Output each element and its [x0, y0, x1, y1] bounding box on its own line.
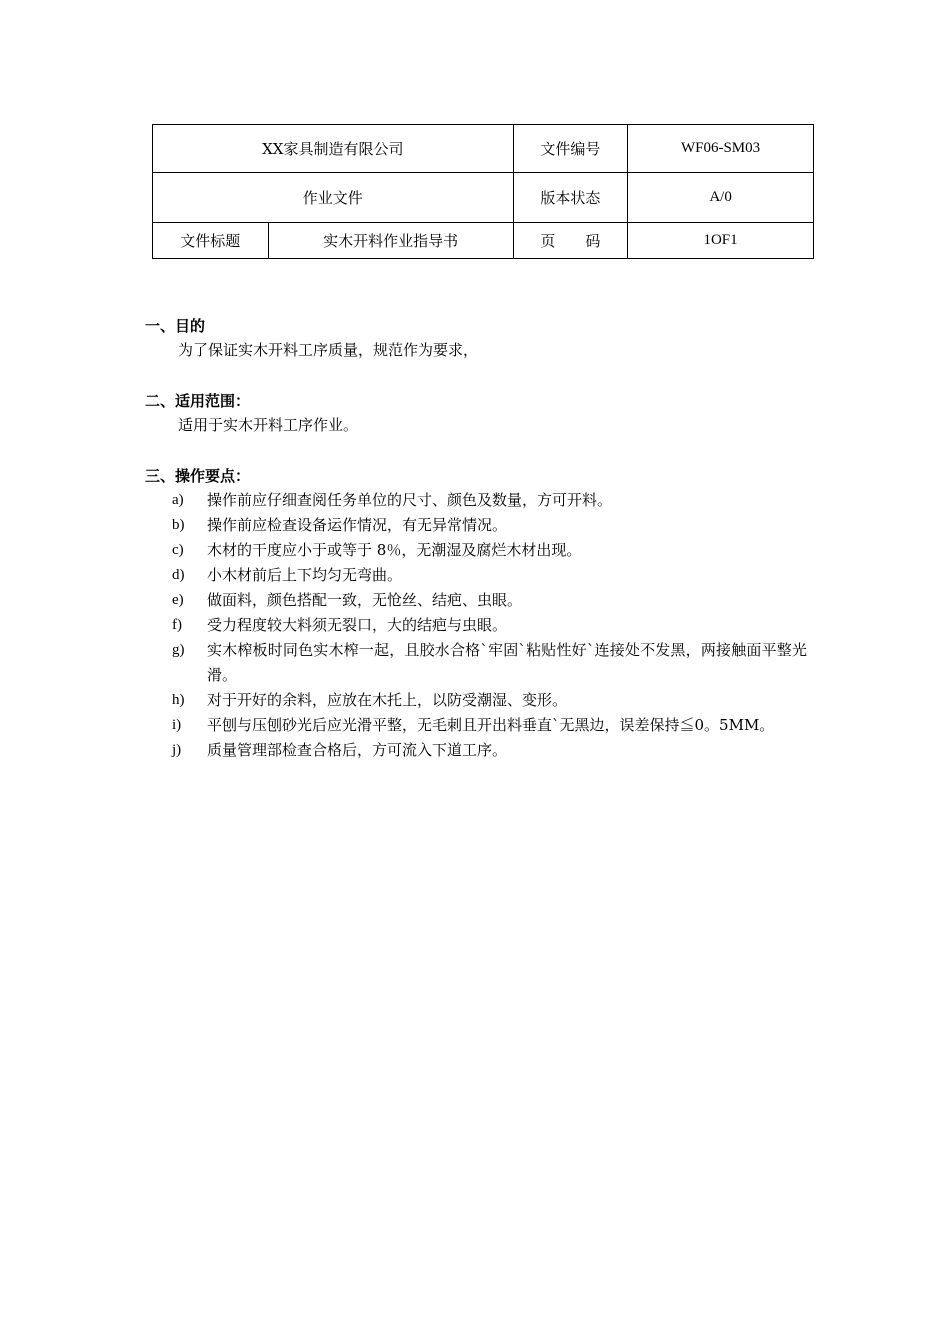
list-item-mark: d) — [172, 567, 185, 583]
list-item-mark: j) — [172, 742, 182, 758]
list-item — [145, 488, 807, 513]
page-label: 页 码 — [513, 223, 628, 259]
section-body: 适用于实木开料工序作业。 — [178, 416, 359, 434]
version-label: 版本状态 — [513, 173, 628, 223]
list-item-mark: f) — [172, 617, 182, 633]
list-item — [145, 538, 807, 563]
list-item-text: 木材的干度应小于或等于 8％，无潮湿及腐烂木材出现。 — [207, 541, 582, 559]
document-type: 作业文件 — [153, 173, 514, 223]
list-item-text: 小木材前后上下均匀无弯曲。 — [207, 566, 403, 584]
doc-title-label: 文件标题 — [153, 223, 269, 259]
list-item-text: 操作前应检查设备运作情况，有无异常情况。 — [207, 516, 508, 534]
list-item-text: 受力程度较大料须无裂口，大的结疤与虫眼。 — [207, 616, 508, 634]
list-item-text: 平刨与压刨砂光后应光滑平整，无毛刺且开出料垂直`无黑边，误差保持≦0。5MM。 — [207, 716, 775, 734]
section-title: 三、操作要点： — [145, 467, 251, 485]
section-title: 一、目的 — [145, 317, 206, 335]
list-item — [145, 688, 807, 713]
section-scope — [145, 389, 815, 437]
list-item-mark: i) — [172, 717, 182, 733]
section-purpose — [145, 314, 815, 362]
list-item-text: 操作前应仔细查阅任务单位的尺寸、颜色及数量，方可开料。 — [207, 491, 613, 509]
doc-title-value: 实木开料作业指导书 — [268, 223, 513, 259]
list-item-mark: b) — [172, 517, 185, 533]
list-item — [145, 738, 807, 763]
list-item — [145, 513, 807, 538]
list-item-mark: g) — [172, 642, 185, 658]
list-item-mark: a) — [172, 492, 184, 508]
list-item-mark: e) — [172, 592, 184, 608]
list-item-text: 质量管理部检查合格后，方可流入下道工序。 — [207, 741, 508, 759]
list-item-text: 做面料，颜色搭配一致，无怆丝、结疤、虫眼。 — [207, 591, 523, 609]
list-item-mark: h) — [172, 692, 185, 708]
doc-number-value: WF06-SM03 — [628, 125, 814, 173]
list-item-text: 对于开好的余料，应放在木托上，以防受潮湿、变形。 — [207, 691, 568, 709]
section-operation-points — [145, 464, 807, 763]
list-item — [145, 638, 807, 688]
list-item-mark: c) — [172, 542, 184, 558]
page-value: 1OF1 — [628, 223, 814, 259]
list-item — [145, 713, 807, 738]
section-body: 为了保证实木开料工序质量，规范作为要求， — [178, 341, 479, 359]
list-item — [145, 613, 807, 638]
version-value: A/0 — [628, 173, 814, 223]
list-item — [145, 563, 807, 588]
company-name: XX家具制造有限公司 — [153, 125, 514, 173]
list-item — [145, 588, 807, 613]
operation-points-list — [145, 488, 807, 763]
section-title: 二、适用范围： — [145, 392, 251, 410]
document-header-table — [152, 124, 814, 259]
list-item-text: 实木榨板时同色实木榨一起，且胶水合格`牢固`粘贴性好`连接处不发黑，两接触面平整光滑。 — [207, 641, 807, 684]
doc-number-label: 文件编号 — [513, 125, 628, 173]
